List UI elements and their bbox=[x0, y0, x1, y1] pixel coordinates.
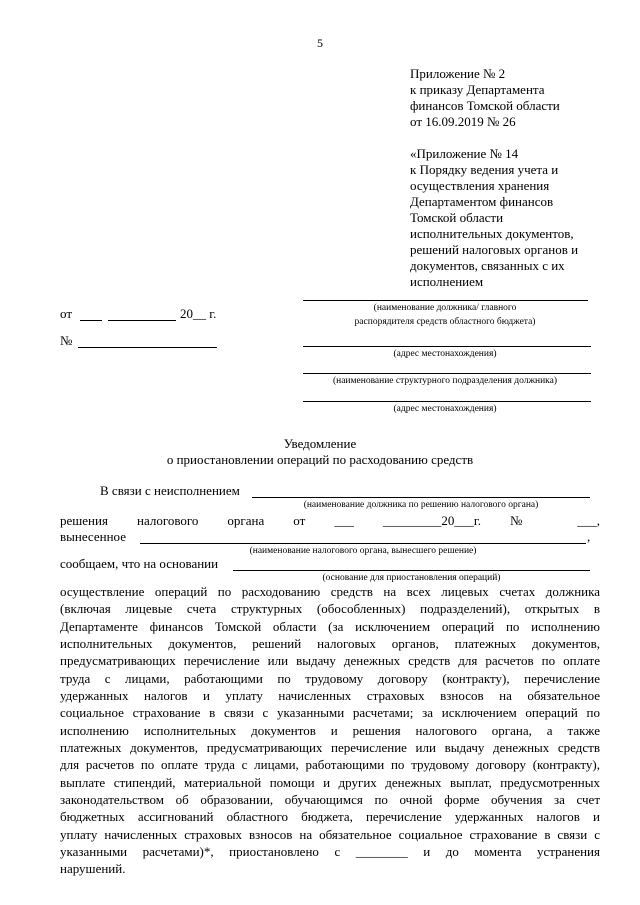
subdivision-field[interactable] bbox=[303, 373, 591, 374]
appendix-2-line: финансов Томской области bbox=[410, 98, 560, 113]
body-line: предусматривающих перечисление или выдачу денежных средств для расчетов по оплате bbox=[60, 653, 600, 668]
body-line: осуществление операций по расходованию средств на всех лицевых счетах должника bbox=[60, 584, 600, 599]
number-field[interactable] bbox=[78, 347, 217, 348]
appendix-2-line: Приложение № 2 bbox=[410, 66, 506, 81]
appendix-14-line: Департаментом финансов bbox=[410, 194, 554, 209]
body-line: указанными расчетами)*, приостановлено с ________ и до момента устранения bbox=[60, 844, 600, 859]
caption-subdivision: (наименование структурного подразделения должника) bbox=[332, 376, 558, 386]
appendix-14-line: к Порядку ведения учета и bbox=[410, 162, 559, 177]
appendix-2-header bbox=[410, 66, 620, 130]
issued-label: вынесенное bbox=[60, 529, 126, 544]
caption-issuer: (наименование налогового органа, вынесшего решение) bbox=[249, 546, 477, 556]
due-to-label: В связи с неисполнением bbox=[100, 483, 240, 498]
body-line: Департаменте финансов Томской области (за исключением операций по исполнению bbox=[60, 619, 600, 634]
body-line: исполнительных документов, решений налоговых органов, платежных документов, bbox=[60, 636, 600, 651]
appendix-2-line: к приказу Департамента bbox=[410, 82, 545, 97]
caption-address: (адрес местонахождения) bbox=[393, 349, 497, 359]
decision-word: налогового bbox=[136, 513, 199, 528]
notice-title: Уведомление bbox=[283, 436, 357, 451]
from-label: от bbox=[60, 306, 73, 321]
date-month-field[interactable] bbox=[108, 320, 176, 321]
body-line: законодательством об образовании, обучающимся по очной форме обучения за счет bbox=[60, 792, 600, 807]
caption-address2: (адрес местонахождения) bbox=[393, 404, 497, 414]
body-line: для расчетов по оплате труда с лицами, работающими по трудовому договору (контракту), bbox=[60, 757, 600, 772]
appendix-14-line: документов, связанных с их bbox=[410, 258, 565, 273]
year-label: 20__ г. bbox=[180, 306, 217, 321]
decision-word: решения bbox=[60, 513, 108, 528]
notice-subtitle: о приостановлении операций по расходованию средств bbox=[166, 452, 474, 467]
body-line: нарушений. bbox=[60, 861, 126, 876]
debtor-name-field[interactable] bbox=[303, 300, 588, 301]
decision-word: от bbox=[293, 513, 306, 528]
appendix-14-line: решений налоговых органов и bbox=[410, 242, 579, 257]
address2-field[interactable] bbox=[303, 401, 591, 402]
body-line: уплату начисленных страховых взносов на обязательное социальное страхование в связи с bbox=[60, 827, 600, 842]
appendix-14-line: исполнением bbox=[410, 274, 484, 289]
body-line: исполнению исполнительных документов и решения налогового органа, а также bbox=[60, 723, 600, 738]
appendix-2-line: от 16.09.2019 № 26 bbox=[410, 114, 516, 129]
address-field[interactable] bbox=[303, 346, 591, 347]
body-line: социальное страхование в связи с указанными расчетами; за исключением операций по bbox=[60, 705, 600, 720]
caption-debtor-line1: (наименование должника/ главного bbox=[373, 303, 517, 313]
page-number: 5 bbox=[317, 36, 323, 50]
appendix-14-line: осуществления хранения bbox=[410, 178, 550, 193]
appendix-14-line: исполнительных документов, bbox=[410, 226, 574, 241]
decision-word: органа bbox=[227, 513, 265, 528]
issuer-field[interactable] bbox=[140, 543, 586, 544]
caption-debtor-by-decision: (наименование должника по решению налогового органа) bbox=[303, 500, 539, 510]
decision-date-field[interactable]: ___ bbox=[334, 513, 354, 528]
body-line: бюджетных ассигнований областного бюджета, перечисление удержанных налогов и bbox=[60, 809, 600, 824]
decision-date-field[interactable]: _________20___г. bbox=[382, 513, 481, 528]
body-line: удержанных налогов и уплату начисленных страховых взносов на обязательное bbox=[60, 688, 600, 703]
date-day-field[interactable] bbox=[80, 320, 102, 321]
caption-basis: (основание для приостановления операций) bbox=[322, 573, 501, 583]
body-line: платежных документов, предусматривающих перечисление или выдачу денежных средств bbox=[60, 740, 600, 755]
decision-word: № bbox=[510, 513, 549, 528]
basis-field[interactable] bbox=[233, 570, 590, 571]
appendix-14-line: Томской области bbox=[410, 210, 504, 225]
decision-line bbox=[60, 512, 600, 529]
appendix-14-line: «Приложение № 14 bbox=[410, 146, 519, 161]
caption-debtor-line2: распорядителя средств областного бюджета) bbox=[354, 317, 536, 327]
body-line: труда с лицами, работающими по трудовому договору (контракту), перечисление bbox=[60, 671, 600, 686]
body-line: выплате стипендий, материальной помощи и других денежных выплат, предусмотренных bbox=[60, 775, 600, 790]
number-label: № bbox=[60, 333, 73, 348]
debtor-by-decision-field[interactable] bbox=[252, 497, 590, 498]
basis-label: сообщаем, что на основании bbox=[60, 556, 219, 571]
issued-comma: , bbox=[587, 529, 591, 544]
appendix-14-header bbox=[410, 146, 620, 290]
decision-number-field[interactable]: ___, bbox=[577, 513, 600, 528]
body-line: (включая лицевые счета структурных (обособленных) подразделений), открытых в bbox=[60, 601, 600, 616]
